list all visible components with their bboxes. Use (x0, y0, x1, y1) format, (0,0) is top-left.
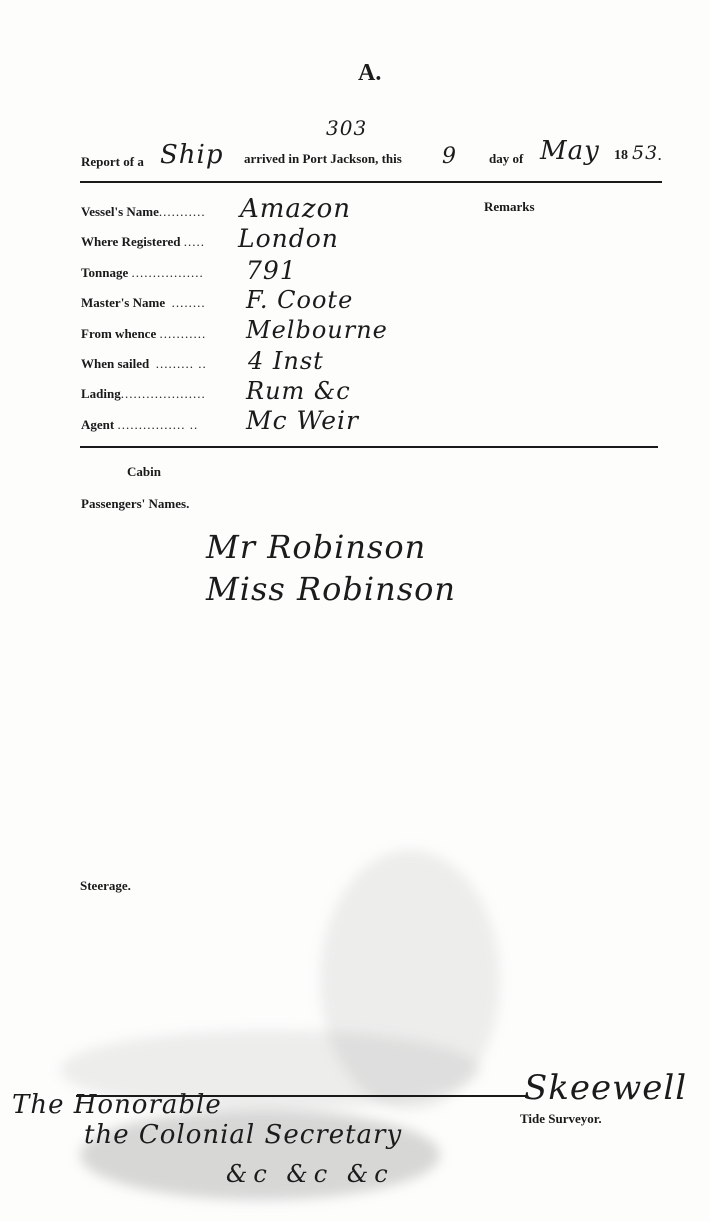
field-label-from-whence: From whence ........... (81, 326, 207, 341)
field-label-masters-name: Master's Name ........ (81, 295, 206, 310)
field-value-from-whence: Melbourne (246, 316, 388, 344)
addressee-line: &c &c &c (226, 1160, 394, 1188)
field-value-where-registered: London (238, 224, 339, 253)
field-value-agent: Mc Weir (246, 406, 359, 435)
field-value-masters-name: F. Coote (246, 286, 354, 314)
arrived-label: arrived in Port Jackson, this (244, 151, 402, 166)
form-letter: A. (358, 60, 382, 86)
year-printed: 18 (614, 148, 628, 163)
cabin-label: Cabin (127, 464, 161, 479)
day-value: 9 (442, 144, 457, 169)
passenger-name: Miss Robinson (206, 570, 456, 608)
header-period: . (658, 148, 662, 163)
field-label-vessel-name: Vessel's Name........... (81, 204, 206, 219)
field-label-agent: Agent ................ .. (81, 417, 199, 432)
field-label-lading: Lading.................... (81, 386, 206, 401)
field-value-tonnage: 791 (246, 256, 297, 285)
header-rule (80, 181, 662, 183)
report-of-label: Report of a (81, 154, 144, 169)
addressee-line: the Colonial Secretary (84, 1120, 403, 1150)
field-label-where-registered: Where Registered ..... (81, 234, 206, 249)
passengers-label: Passengers' Names. (81, 496, 190, 511)
remarks-label: Remarks (484, 199, 535, 214)
field-value-lading: Rum &c (246, 377, 351, 405)
details-rule (80, 446, 658, 448)
tide-surveyor-label: Tide Surveyor. (520, 1111, 602, 1126)
reference-number: 303 (326, 116, 368, 140)
year-written: 53 (632, 142, 659, 164)
steerage-label: Steerage. (80, 878, 131, 893)
day-of-label: day of (489, 151, 524, 166)
field-value-when-sailed: 4 Inst (248, 347, 324, 375)
addressee-line: The Honorable (12, 1090, 222, 1120)
field-label-tonnage: Tonnage ................. (81, 265, 204, 280)
passenger-name: Mr Robinson (206, 528, 427, 566)
field-value-vessel-name: Amazon (240, 194, 352, 224)
vessel-type-value: Ship (160, 140, 224, 170)
surveyor-signature: Skeewell (524, 1068, 688, 1108)
month-value: May (540, 136, 600, 166)
field-label-when-sailed: When sailed ......... .. (81, 356, 207, 371)
